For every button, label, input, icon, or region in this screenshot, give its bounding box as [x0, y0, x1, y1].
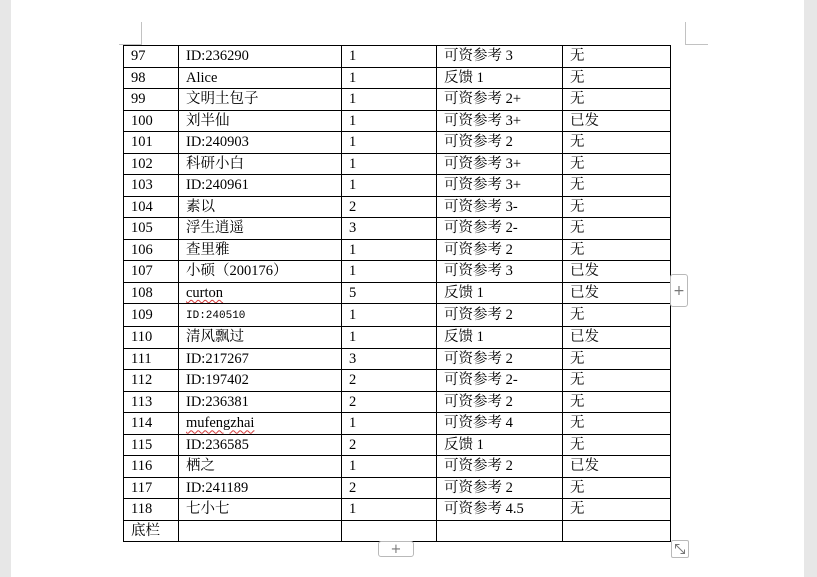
cell-name[interactable]: ID:236381 [179, 391, 342, 413]
cell-number[interactable]: 112 [124, 370, 179, 392]
page-corner-mark-top-right [685, 22, 708, 45]
cell-name[interactable]: ID:240961 [179, 175, 342, 197]
cell-number[interactable]: 98 [124, 67, 179, 89]
table-row[interactable] [124, 348, 671, 370]
cell-name[interactable]: ID:197402 [179, 370, 342, 392]
footer-cell[interactable] [563, 520, 671, 542]
cell-name-text: ID:240510 [186, 310, 246, 322]
cell-number[interactable]: 111 [124, 348, 179, 370]
table-row[interactable] [124, 153, 671, 175]
spellcheck-word: curton [186, 284, 224, 301]
cell-note[interactable]: 已发 [563, 261, 671, 283]
cell-status[interactable]: 可资参考 2 [437, 239, 563, 261]
table-footer-row[interactable] [124, 520, 671, 542]
cell-status[interactable]: 可资参考 2 [437, 304, 563, 327]
cell-number[interactable]: 115 [124, 434, 179, 456]
cell-status[interactable]: 可资参考 3+ [437, 175, 563, 197]
add-column-button[interactable] [670, 274, 688, 307]
cell-status[interactable]: 可资参考 3+ [437, 110, 563, 132]
footer-cell[interactable] [437, 520, 563, 542]
cell-note[interactable]: 无 [563, 434, 671, 456]
cell-name[interactable]: ID:240903 [179, 132, 342, 154]
table-row[interactable] [124, 370, 671, 392]
cell-number[interactable]: 104 [124, 196, 179, 218]
cell-name[interactable]: ID:241189 [179, 477, 342, 499]
cell-status[interactable]: 可资参考 4 [437, 413, 563, 435]
cell-note[interactable]: 无 [563, 218, 671, 240]
table-row[interactable] [124, 175, 671, 197]
table-body [124, 46, 671, 542]
cell-number[interactable]: 97 [124, 46, 179, 68]
cell-number[interactable]: 114 [124, 413, 179, 435]
footer-cell[interactable] [342, 520, 437, 542]
cell-count[interactable]: 3 [342, 348, 437, 370]
cell-number[interactable]: 108 [124, 282, 179, 304]
table-row[interactable] [124, 239, 671, 261]
table-row[interactable] [124, 282, 671, 304]
cell-number[interactable]: 110 [124, 327, 179, 349]
cell-status[interactable]: 可资参考 3+ [437, 153, 563, 175]
cell-status[interactable]: 可资参考 2 [437, 132, 563, 154]
table-row[interactable] [124, 477, 671, 499]
cell-count[interactable]: 1 [342, 153, 437, 175]
cell-count[interactable]: 1 [342, 261, 437, 283]
document-page [11, 0, 804, 577]
cell-status[interactable]: 反馈 1 [437, 434, 563, 456]
table-row[interactable] [124, 499, 671, 521]
cell-note[interactable]: 无 [563, 348, 671, 370]
cell-note[interactable]: 无 [563, 304, 671, 327]
cell-note[interactable]: 无 [563, 477, 671, 499]
table-row[interactable] [124, 67, 671, 89]
cell-name[interactable]: ID:217267 [179, 348, 342, 370]
cell-number[interactable]: 116 [124, 456, 179, 478]
cell-count[interactable]: 1 [342, 239, 437, 261]
cell-number[interactable]: 99 [124, 89, 179, 111]
cell-name[interactable]: 浮生逍遥 [179, 218, 342, 240]
cell-count[interactable]: 2 [342, 196, 437, 218]
cell-note[interactable]: 已发 [563, 456, 671, 478]
cell-note[interactable]: 无 [563, 370, 671, 392]
cell-note[interactable]: 无 [563, 175, 671, 197]
cell-note[interactable]: 无 [563, 413, 671, 435]
cell-status[interactable]: 可资参考 2 [437, 477, 563, 499]
table-row[interactable] [124, 304, 671, 327]
cell-number[interactable]: 103 [124, 175, 179, 197]
cell-name[interactable]: 查里雅 [179, 239, 342, 261]
cell-number[interactable]: 102 [124, 153, 179, 175]
cell-count[interactable]: 1 [342, 89, 437, 111]
cell-note[interactable]: 无 [563, 196, 671, 218]
cell-note[interactable]: 已发 [563, 327, 671, 349]
cell-name[interactable]: 栖之 [179, 456, 342, 478]
cell-name[interactable]: ID:236585 [179, 434, 342, 456]
cell-status[interactable]: 可资参考 2+ [437, 89, 563, 111]
spellcheck-word: mufengzhai [186, 415, 255, 432]
plus-icon: + [673, 282, 685, 299]
cell-count[interactable]: 1 [342, 175, 437, 197]
cell-note[interactable]: 无 [563, 132, 671, 154]
footer-cell[interactable] [179, 520, 342, 542]
table-row[interactable] [124, 456, 671, 478]
table-row[interactable] [124, 434, 671, 456]
cell-note[interactable]: 已发 [563, 282, 671, 304]
cell-note[interactable]: 已发 [563, 110, 671, 132]
cell-name[interactable]: 刘半仙 [179, 110, 342, 132]
cell-number[interactable]: 107 [124, 261, 179, 283]
cell-name[interactable]: Alice [179, 67, 342, 89]
cell-note[interactable]: 无 [563, 153, 671, 175]
table-row[interactable] [124, 391, 671, 413]
cell-status[interactable]: 可资参考 2 [437, 348, 563, 370]
cell-count[interactable]: 1 [342, 67, 437, 89]
document-table[interactable] [123, 45, 671, 542]
table-row[interactable] [124, 196, 671, 218]
cell-status[interactable]: 反馈 1 [437, 282, 563, 304]
cell-status[interactable]: 可资参考 2 [437, 391, 563, 413]
cell-count[interactable]: 5 [342, 282, 437, 304]
cell-count[interactable]: 2 [342, 370, 437, 392]
table-row[interactable] [124, 132, 671, 154]
table-row[interactable] [124, 327, 671, 349]
cell-status[interactable]: 可资参考 2- [437, 218, 563, 240]
cell-count[interactable]: 2 [342, 477, 437, 499]
cell-note[interactable]: 无 [563, 499, 671, 521]
cell-number[interactable]: 117 [124, 477, 179, 499]
cell-number[interactable]: 118 [124, 499, 179, 521]
cell-number[interactable]: 109 [124, 304, 179, 327]
cell-name[interactable] [179, 304, 342, 327]
cell-note[interactable]: 无 [563, 67, 671, 89]
resize-diagonal-icon [672, 541, 688, 557]
cell-name[interactable]: 七小七 [179, 499, 342, 521]
plus-icon: + [390, 541, 402, 557]
cell-number[interactable]: 113 [124, 391, 179, 413]
cell-count[interactable]: 1 [342, 304, 437, 327]
cell-note[interactable]: 无 [563, 46, 671, 68]
cell-status[interactable]: 可资参考 3 [437, 261, 563, 283]
cell-count[interactable]: 2 [342, 391, 437, 413]
cell-status[interactable]: 可资参考 3- [437, 196, 563, 218]
cell-name[interactable] [179, 282, 342, 304]
cell-count[interactable]: 1 [342, 456, 437, 478]
cell-name[interactable]: ID:236290 [179, 46, 342, 68]
cell-count[interactable]: 1 [342, 132, 437, 154]
cell-number[interactable]: 106 [124, 239, 179, 261]
table-row[interactable] [124, 218, 671, 240]
cell-status[interactable]: 可资参考 3 [437, 46, 563, 68]
table-row[interactable] [124, 261, 671, 283]
table-row[interactable] [124, 46, 671, 68]
cell-name[interactable]: 小硕（200176） [179, 261, 342, 283]
table-row[interactable] [124, 89, 671, 111]
page-corner-mark-top-left [119, 22, 142, 45]
cell-count[interactable]: 1 [342, 110, 437, 132]
cell-status[interactable]: 可资参考 2 [437, 456, 563, 478]
cell-note[interactable]: 无 [563, 391, 671, 413]
cell-note[interactable]: 无 [563, 239, 671, 261]
table-row[interactable] [124, 110, 671, 132]
cell-status[interactable]: 可资参考 2- [437, 370, 563, 392]
cell-status[interactable]: 反馈 1 [437, 67, 563, 89]
cell-name[interactable]: 素以 [179, 196, 342, 218]
cell-name[interactable]: 文明土包子 [179, 89, 342, 111]
cell-number[interactable]: 100 [124, 110, 179, 132]
cell-note[interactable]: 无 [563, 89, 671, 111]
cell-status[interactable]: 反馈 1 [437, 327, 563, 349]
footer-label-cell[interactable]: 底栏 [124, 520, 179, 542]
cell-count[interactable]: 2 [342, 434, 437, 456]
cell-number[interactable]: 101 [124, 132, 179, 154]
cell-name[interactable]: 科研小白 [179, 153, 342, 175]
cell-count[interactable]: 3 [342, 218, 437, 240]
add-row-button[interactable] [378, 541, 414, 557]
cell-count[interactable]: 1 [342, 46, 437, 68]
table-resize-handle[interactable] [671, 540, 689, 558]
cell-number[interactable]: 105 [124, 218, 179, 240]
cell-count[interactable]: 1 [342, 327, 437, 349]
cell-count[interactable]: 1 [342, 413, 437, 435]
table-row[interactable] [124, 413, 671, 435]
cell-name[interactable]: 清风飘过 [179, 327, 342, 349]
cell-status[interactable]: 可资参考 4.5 [437, 499, 563, 521]
cell-count[interactable]: 1 [342, 499, 437, 521]
cell-name[interactable] [179, 413, 342, 435]
